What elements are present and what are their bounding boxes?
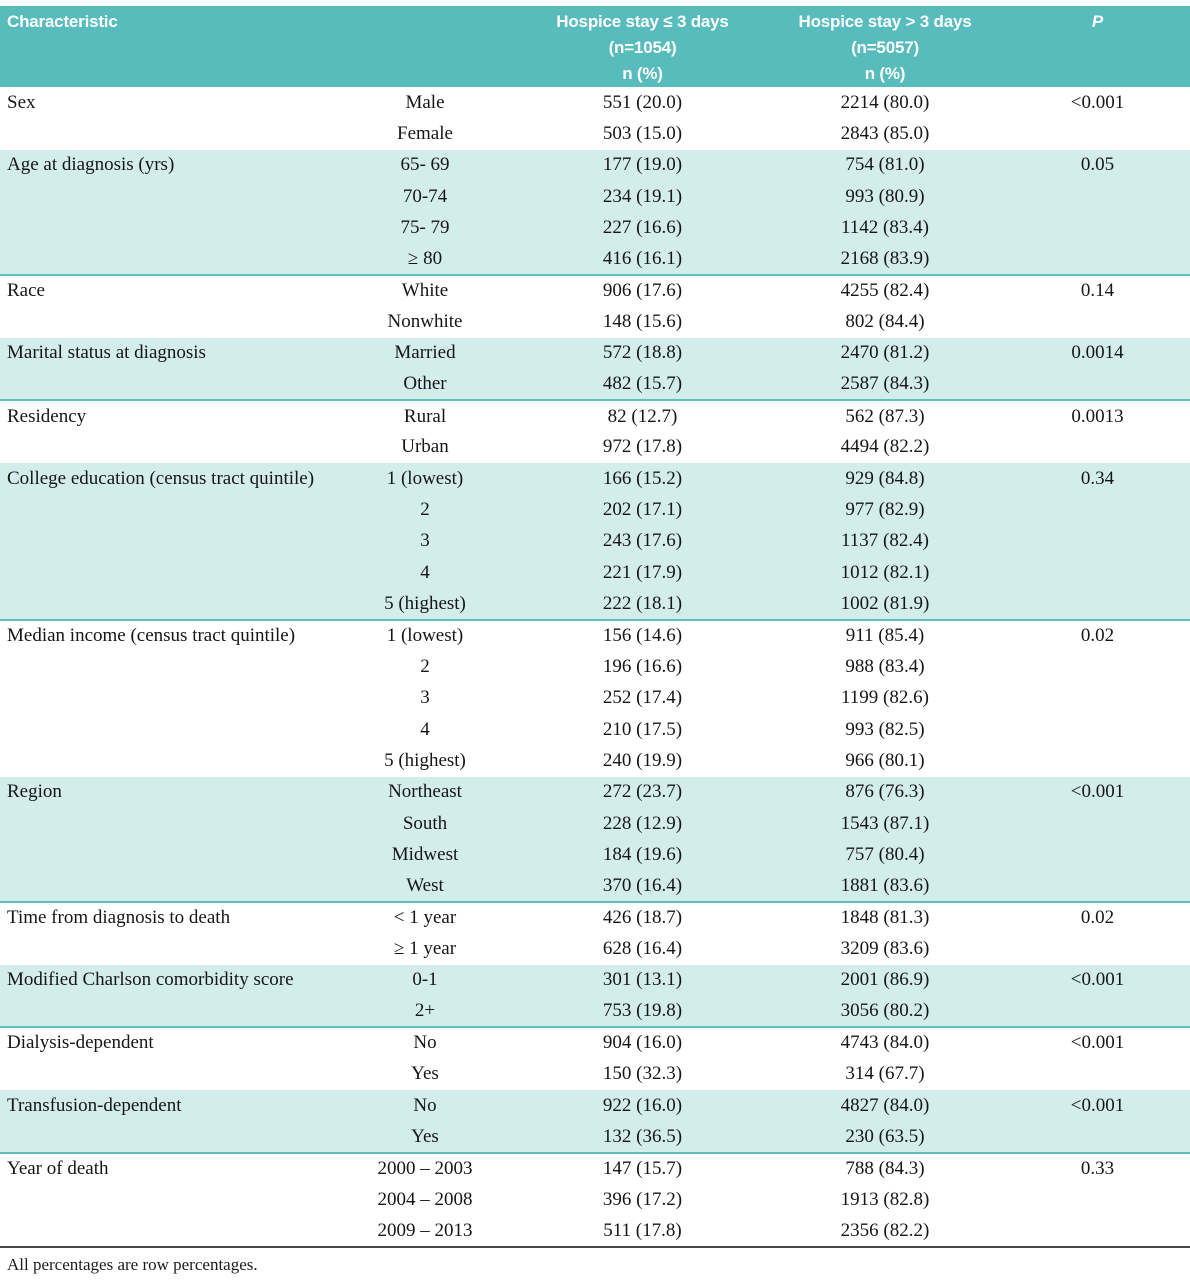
p-value-cell: <0.001 [1005, 87, 1190, 118]
hospice-gt3-value-cell: 4743 (84.0) [765, 1027, 1005, 1058]
hospice-gt3-value-cell: 757 (80.4) [765, 839, 1005, 870]
table-row [0, 87, 1190, 118]
hospice-le3-value-cell: 240 (19.9) [520, 745, 765, 776]
table-row [0, 1090, 1190, 1121]
p-value-cell [1005, 432, 1190, 463]
characteristic-cell [0, 181, 330, 212]
p-value-cell [1005, 306, 1190, 337]
col-header-characteristic: Characteristic [0, 6, 330, 87]
hospice-gt3-value-cell: 1137 (82.4) [765, 526, 1005, 557]
level-cell: Northeast [330, 777, 520, 808]
level-cell: 0-1 [330, 965, 520, 996]
p-value-cell [1005, 808, 1190, 839]
table-row [0, 1215, 1190, 1246]
characteristic-cell: Time from diagnosis to death [0, 902, 330, 933]
hospice-le3-value-cell: 222 (18.1) [520, 589, 765, 620]
hospice-le3-value-cell: 166 (15.2) [520, 463, 765, 494]
characteristic-cell: Transfusion-dependent [0, 1090, 330, 1121]
level-cell: 1 (lowest) [330, 620, 520, 651]
characteristic-cell: Age at diagnosis (yrs) [0, 150, 330, 181]
col-header-line: n (%) [864, 64, 906, 83]
hospice-le3-value-cell: 482 (15.7) [520, 369, 765, 400]
level-cell: Female [330, 118, 520, 149]
table-row [0, 777, 1190, 808]
hospice-le3-value-cell: 184 (19.6) [520, 839, 765, 870]
level-cell: 4 [330, 557, 520, 588]
p-value-cell [1005, 651, 1190, 682]
table-row [0, 494, 1190, 525]
characteristic-cell [0, 745, 330, 776]
hospice-le3-value-cell: 551 (20.0) [520, 87, 765, 118]
hospice-le3-value-cell: 221 (17.9) [520, 557, 765, 588]
characteristic-cell [0, 432, 330, 463]
p-value-cell [1005, 1121, 1190, 1152]
hospice-le3-value-cell: 753 (19.8) [520, 996, 765, 1027]
characteristic-cell: Year of death [0, 1153, 330, 1184]
p-value-cell [1005, 244, 1190, 275]
hospice-gt3-value-cell: 2356 (82.2) [765, 1215, 1005, 1246]
characteristic-cell [0, 683, 330, 714]
p-value-cell [1005, 494, 1190, 525]
hospice-gt3-value-cell: 3209 (83.6) [765, 933, 1005, 964]
p-value-cell [1005, 745, 1190, 776]
p-value-cell [1005, 1059, 1190, 1090]
hospice-le3-value-cell: 503 (15.0) [520, 118, 765, 149]
hospice-gt3-value-cell: 2001 (86.9) [765, 965, 1005, 996]
level-cell: Urban [330, 432, 520, 463]
hospice-gt3-value-cell: 4255 (82.4) [765, 275, 1005, 306]
characteristic-cell [0, 118, 330, 149]
level-cell: 2004 – 2008 [330, 1184, 520, 1215]
characteristic-cell [0, 494, 330, 525]
level-cell: 75- 79 [330, 212, 520, 243]
characteristic-cell: Median income (census tract quintile) [0, 620, 330, 651]
footnote: All percentages are row percentages. [7, 1254, 258, 1274]
table-row [0, 620, 1190, 651]
table-row [0, 651, 1190, 682]
level-cell: 2000 – 2003 [330, 1153, 520, 1184]
hospice-gt3-value-cell: 1881 (83.6) [765, 871, 1005, 902]
hospice-le3-value-cell: 572 (18.8) [520, 338, 765, 369]
characteristic-cell [0, 244, 330, 275]
table-row [0, 244, 1190, 275]
hospice-le3-value-cell: 252 (17.4) [520, 683, 765, 714]
table-row [0, 1184, 1190, 1215]
hospice-le3-value-cell: 202 (17.1) [520, 494, 765, 525]
hospice-le3-value-cell: 426 (18.7) [520, 902, 765, 933]
hospice-gt3-value-cell: 1002 (81.9) [765, 589, 1005, 620]
hospice-le3-value-cell: 132 (36.5) [520, 1121, 765, 1152]
p-value-cell [1005, 557, 1190, 588]
table-row [0, 1121, 1190, 1152]
col-header-line: (n=1054) [608, 38, 677, 57]
hospice-gt3-value-cell: 911 (85.4) [765, 620, 1005, 651]
characteristic-cell [0, 1184, 330, 1215]
level-cell: 4 [330, 714, 520, 745]
hospice-le3-value-cell: 210 (17.5) [520, 714, 765, 745]
col-header-line: (n=5057) [851, 38, 919, 57]
p-value-cell: <0.001 [1005, 1027, 1190, 1058]
header-row [0, 6, 1190, 87]
hospice-le3-value-cell: 301 (13.1) [520, 965, 765, 996]
characteristic-cell [0, 1121, 330, 1152]
table-row [0, 965, 1190, 996]
hospice-le3-value-cell: 150 (32.3) [520, 1059, 765, 1090]
hospice-le3-value-cell: 272 (23.7) [520, 777, 765, 808]
hospice-le3-value-cell: 396 (17.2) [520, 1184, 765, 1215]
hospice-le3-value-cell: 243 (17.6) [520, 526, 765, 557]
hospice-le3-value-cell: 147 (15.7) [520, 1153, 765, 1184]
p-value-cell [1005, 714, 1190, 745]
hospice-gt3-value-cell: 977 (82.9) [765, 494, 1005, 525]
hospice-gt3-value-cell: 1199 (82.6) [765, 683, 1005, 714]
characteristic-cell: Region [0, 777, 330, 808]
characteristic-cell: Sex [0, 87, 330, 118]
hospice-gt3-value-cell: 1913 (82.8) [765, 1184, 1005, 1215]
level-cell: Male [330, 87, 520, 118]
characteristic-cell [0, 1215, 330, 1246]
table-body [0, 87, 1190, 1247]
hospice-le3-value-cell: 148 (15.6) [520, 306, 765, 337]
col-header-hospice-gt3 [765, 6, 1005, 87]
hospice-le3-value-cell: 370 (16.4) [520, 871, 765, 902]
table-row [0, 118, 1190, 149]
level-cell: 2+ [330, 996, 520, 1027]
characteristic-cell [0, 369, 330, 400]
hospice-le3-value-cell: 82 (12.7) [520, 400, 765, 431]
table-row [0, 557, 1190, 588]
level-cell: 70-74 [330, 181, 520, 212]
table-row [0, 745, 1190, 776]
level-cell: Rural [330, 400, 520, 431]
level-cell: 65- 69 [330, 150, 520, 181]
table-header [0, 6, 1190, 87]
hospice-le3-value-cell: 234 (19.1) [520, 181, 765, 212]
table-row [0, 808, 1190, 839]
table-row [0, 871, 1190, 902]
p-value-cell: 0.0013 [1005, 400, 1190, 431]
p-value-cell: 0.33 [1005, 1153, 1190, 1184]
hospice-gt3-value-cell: 1142 (83.4) [765, 212, 1005, 243]
p-value-cell: 0.34 [1005, 463, 1190, 494]
hospice-gt3-value-cell: 966 (80.1) [765, 745, 1005, 776]
level-cell: Other [330, 369, 520, 400]
characteristic-cell [0, 1059, 330, 1090]
table-row [0, 714, 1190, 745]
level-cell: 3 [330, 526, 520, 557]
p-value-cell [1005, 839, 1190, 870]
table-row [0, 212, 1190, 243]
hospice-gt3-value-cell: 1012 (82.1) [765, 557, 1005, 588]
hospice-le3-value-cell: 922 (16.0) [520, 1090, 765, 1121]
characteristics-table [0, 6, 1190, 1248]
characteristic-cell [0, 933, 330, 964]
characteristic-cell [0, 306, 330, 337]
table-row [0, 902, 1190, 933]
characteristic-cell: College education (census tract quintile) [0, 463, 330, 494]
level-cell: Yes [330, 1059, 520, 1090]
hospice-gt3-value-cell: 2470 (81.2) [765, 338, 1005, 369]
level-cell: ≥ 80 [330, 244, 520, 275]
p-value-cell [1005, 933, 1190, 964]
level-cell: 1 (lowest) [330, 463, 520, 494]
hospice-gt3-value-cell: 1543 (87.1) [765, 808, 1005, 839]
hospice-gt3-value-cell: 2168 (83.9) [765, 244, 1005, 275]
table-row [0, 150, 1190, 181]
p-value-cell [1005, 683, 1190, 714]
table-row [0, 463, 1190, 494]
col-header-line: Hospice stay > 3 days [798, 12, 972, 31]
hospice-le3-value-cell: 196 (16.6) [520, 651, 765, 682]
hospice-gt3-value-cell: 314 (67.7) [765, 1059, 1005, 1090]
hospice-gt3-value-cell: 929 (84.8) [765, 463, 1005, 494]
col-header-p-value: P [1005, 6, 1190, 87]
hospice-le3-value-cell: 227 (16.6) [520, 212, 765, 243]
characteristic-cell [0, 526, 330, 557]
p-value-cell [1005, 212, 1190, 243]
hospice-le3-value-cell: 906 (17.6) [520, 275, 765, 306]
p-value-cell: 0.05 [1005, 150, 1190, 181]
hospice-le3-value-cell: 628 (16.4) [520, 933, 765, 964]
level-cell: 2009 – 2013 [330, 1215, 520, 1246]
col-header-line: n (%) [622, 64, 663, 83]
level-cell: Nonwhite [330, 306, 520, 337]
hospice-gt3-value-cell: 988 (83.4) [765, 651, 1005, 682]
table-row [0, 1153, 1190, 1184]
hospice-le3-value-cell: 416 (16.1) [520, 244, 765, 275]
p-value-cell [1005, 526, 1190, 557]
level-cell: 5 (highest) [330, 745, 520, 776]
level-cell: West [330, 871, 520, 902]
p-value-cell [1005, 871, 1190, 902]
hospice-le3-value-cell: 972 (17.8) [520, 432, 765, 463]
characteristic-cell [0, 808, 330, 839]
table-row [0, 1027, 1190, 1058]
characteristic-cell [0, 871, 330, 902]
p-value-cell [1005, 1184, 1190, 1215]
level-cell: < 1 year [330, 902, 520, 933]
characteristic-cell [0, 839, 330, 870]
table-row [0, 526, 1190, 557]
characteristic-cell: Modified Charlson comorbidity score [0, 965, 330, 996]
p-value-cell: 0.02 [1005, 902, 1190, 933]
col-header-hospice-le3 [520, 6, 765, 87]
level-cell: Yes [330, 1121, 520, 1152]
table-row [0, 432, 1190, 463]
characteristic-cell [0, 212, 330, 243]
p-value-cell: <0.001 [1005, 965, 1190, 996]
hospice-le3-value-cell: 177 (19.0) [520, 150, 765, 181]
hospice-gt3-value-cell: 1848 (81.3) [765, 902, 1005, 933]
characteristic-cell: Race [0, 275, 330, 306]
p-value-cell [1005, 181, 1190, 212]
hospice-gt3-value-cell: 993 (82.5) [765, 714, 1005, 745]
col-header-line: Hospice stay ≤ 3 days [556, 12, 729, 31]
characteristic-cell [0, 651, 330, 682]
characteristic-cell: Marital status at diagnosis [0, 338, 330, 369]
hospice-gt3-value-cell: 4827 (84.0) [765, 1090, 1005, 1121]
col-header-level [330, 6, 520, 87]
p-value-cell [1005, 118, 1190, 149]
p-value-cell [1005, 1215, 1190, 1246]
p-value-cell: <0.001 [1005, 1090, 1190, 1121]
hospice-gt3-value-cell: 754 (81.0) [765, 150, 1005, 181]
level-cell: 2 [330, 651, 520, 682]
hospice-gt3-value-cell: 876 (76.3) [765, 777, 1005, 808]
hospice-le3-value-cell: 156 (14.6) [520, 620, 765, 651]
hospice-gt3-value-cell: 802 (84.4) [765, 306, 1005, 337]
level-cell: No [330, 1027, 520, 1058]
characteristic-cell [0, 996, 330, 1027]
level-cell: 3 [330, 683, 520, 714]
characteristic-cell [0, 557, 330, 588]
characteristic-cell: Dialysis-dependent [0, 1027, 330, 1058]
level-cell: No [330, 1090, 520, 1121]
p-value-cell: 0.0014 [1005, 338, 1190, 369]
characteristic-cell: Residency [0, 400, 330, 431]
p-value-cell: 0.02 [1005, 620, 1190, 651]
table-row [0, 589, 1190, 620]
table-row [0, 275, 1190, 306]
hospice-gt3-value-cell: 3056 (80.2) [765, 996, 1005, 1027]
p-value-cell: 0.14 [1005, 275, 1190, 306]
table-row [0, 839, 1190, 870]
p-value-cell [1005, 369, 1190, 400]
p-value-cell [1005, 589, 1190, 620]
hospice-gt3-value-cell: 4494 (82.2) [765, 432, 1005, 463]
hospice-gt3-value-cell: 2587 (84.3) [765, 369, 1005, 400]
p-value-cell: <0.001 [1005, 777, 1190, 808]
hospice-le3-value-cell: 228 (12.9) [520, 808, 765, 839]
table-row [0, 338, 1190, 369]
hospice-gt3-value-cell: 2843 (85.0) [765, 118, 1005, 149]
level-cell: 2 [330, 494, 520, 525]
level-cell: White [330, 275, 520, 306]
level-cell: ≥ 1 year [330, 933, 520, 964]
level-cell: Married [330, 338, 520, 369]
table-row [0, 683, 1190, 714]
hospice-gt3-value-cell: 562 (87.3) [765, 400, 1005, 431]
level-cell: 5 (highest) [330, 589, 520, 620]
hospice-gt3-value-cell: 788 (84.3) [765, 1153, 1005, 1184]
p-value-cell [1005, 996, 1190, 1027]
table-row [0, 996, 1190, 1027]
table-row [0, 181, 1190, 212]
characteristic-cell [0, 589, 330, 620]
table-row [0, 933, 1190, 964]
level-cell: Midwest [330, 839, 520, 870]
hospice-gt3-value-cell: 230 (63.5) [765, 1121, 1005, 1152]
hospice-gt3-value-cell: 993 (80.9) [765, 181, 1005, 212]
table-row [0, 1059, 1190, 1090]
hospice-le3-value-cell: 904 (16.0) [520, 1027, 765, 1058]
table-row [0, 306, 1190, 337]
table-row [0, 400, 1190, 431]
hospice-gt3-value-cell: 2214 (80.0) [765, 87, 1005, 118]
table-row [0, 369, 1190, 400]
hospice-le3-value-cell: 511 (17.8) [520, 1215, 765, 1246]
level-cell: South [330, 808, 520, 839]
characteristic-cell [0, 714, 330, 745]
